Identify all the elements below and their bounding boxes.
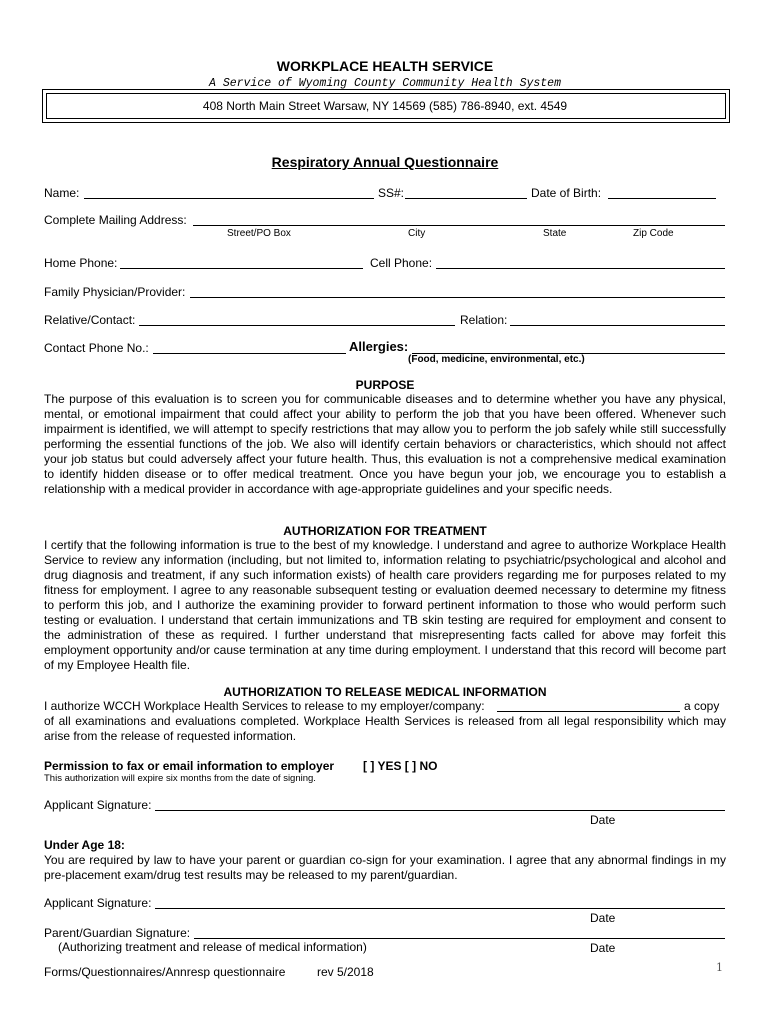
parent-signature-field[interactable] xyxy=(194,938,725,939)
allergies-hint: (Food, medicine, environmental, etc.) xyxy=(408,354,585,365)
city-caption: City xyxy=(408,228,426,239)
applicant-signature-label: Applicant Signature: xyxy=(44,798,152,812)
applicant-date-label: Date xyxy=(590,813,616,827)
name-field[interactable] xyxy=(84,198,374,199)
home-phone-field[interactable] xyxy=(120,268,363,269)
mailing-address-label: Complete Mailing Address: xyxy=(44,213,187,227)
employer-company-field[interactable] xyxy=(497,711,680,712)
allergies-label: Allergies: xyxy=(349,339,409,354)
organization-title: WORKPLACE HEALTH SERVICE xyxy=(276,58,494,74)
ssn-label: SS#: xyxy=(378,186,405,200)
organization-address: 408 North Main Street Warsaw, NY 14569 (585) 786-8940, ext. 4549 xyxy=(202,99,568,113)
release-heading: AUTHORIZATION TO RELEASE MEDICAL INFORMATION xyxy=(223,685,547,699)
permission-note: This authorization will expire six months from the date of signing. xyxy=(44,773,316,784)
state-caption: State xyxy=(543,228,567,239)
treatment-text: I certify that the following information is true to the best of my knowledge. I understand and agree to authorize Workplace Health Service to review any information (including, but not limited to, information relating to psychiatric/psychological and alcohol and drug diagnosis and treatment, if any such information exists) of health care providers regarding me for purposes related to my fitness for employment. I agree to any reasonable subsequent testing or evaluation deemed necessary to determine my fitness to perform this job, and I authorize the examining provider to forward pertinent information to those who would perform such testing or evaluation. I understand that certain immunizations and TB skin testing are required for employment and consent to the administration of these as required. I further understand that misrepresenting facts called for above may forfeit this employment opportunity and/or cause termination at any time during employment. I understand that this record will become part of my Employee Health file. xyxy=(44,538,726,672)
under18-heading: Under Age 18: xyxy=(44,838,125,852)
dob-field[interactable] xyxy=(608,198,716,199)
zip-caption: Zip Code xyxy=(633,228,674,239)
under18-text: You are required by law to have your parent or guardian co-sign for your examination. I agree that any abnormal findings in my pre-placement exam/drug test results may be released to my parent/guardian. xyxy=(44,853,726,882)
footer-path: Forms/Questionnaires/Annresp questionnaire xyxy=(44,965,286,979)
relative-field[interactable] xyxy=(139,325,455,326)
physician-field[interactable] xyxy=(190,297,725,298)
applicant-date-label-2: Date xyxy=(590,911,616,925)
form-title: Respiratory Annual Questionnaire xyxy=(271,154,499,170)
parent-date-label: Date xyxy=(590,941,616,955)
contact-phone-label: Contact Phone No.: xyxy=(44,341,149,355)
relation-label: Relation: xyxy=(460,313,508,327)
parent-signature-note: (Authorizing treatment and release of medical information) xyxy=(58,940,367,954)
name-label: Name: xyxy=(44,186,80,200)
cell-phone-label: Cell Phone: xyxy=(370,256,433,270)
treatment-heading: AUTHORIZATION FOR TREATMENT xyxy=(283,524,487,538)
cell-phone-field[interactable] xyxy=(436,268,725,269)
applicant-signature-field[interactable] xyxy=(155,810,725,811)
dob-label: Date of Birth: xyxy=(531,186,602,200)
organization-subtitle: A Service of Wyoming County Community Health System xyxy=(209,77,561,90)
contact-phone-field[interactable] xyxy=(153,353,346,354)
yes-no-checkboxes[interactable]: [ ] YES [ ] NO xyxy=(363,759,438,773)
purpose-heading: PURPOSE xyxy=(355,378,415,392)
street-caption: Street/PO Box xyxy=(227,228,291,239)
relative-label: Relative/Contact: xyxy=(44,313,136,327)
relation-field[interactable] xyxy=(510,325,725,326)
purpose-text: The purpose of this evaluation is to screen you for communicable diseases and to determine whether you have any physical, mental, or emotional impairment that could affect your ability to perform the job that you have been offered. Whenever such impairment is identified, we will attempt to specify restrictions that may allow you to perform the job safely while still successfully performing the essential functions of the job. We also will identify certain behaviors or characteristics, which should not affect your job status but could adversely affect your future health. Thus, this evaluation is not a comprehensive medical examination to identify hidden disease or to offer medical treatment. Once you have begun your job, we encourage you to establish a relationship with a medical provider in accordance with age-appropriate guidelines and your specific needs. xyxy=(44,392,726,496)
release-text-rest: of all examinations and evaluations completed. Workplace Health Services is released from all legal responsibility which may arise from the release of requested information. xyxy=(44,714,726,743)
page-number: 1 xyxy=(716,961,723,974)
release-text-copy: a copy xyxy=(684,699,720,713)
home-phone-label: Home Phone: xyxy=(44,256,118,270)
release-text-start: I authorize WCCH Workplace Health Services to release to my employer/company: xyxy=(44,699,485,713)
permission-label: Permission to fax or email information to employer xyxy=(44,759,335,773)
applicant-signature-label-2: Applicant Signature: xyxy=(44,896,152,910)
mailing-address-field[interactable] xyxy=(193,225,725,226)
physician-label: Family Physician/Provider: xyxy=(44,285,186,299)
parent-signature-label: Parent/Guardian Signature: xyxy=(44,926,191,940)
footer-revision: rev 5/2018 xyxy=(317,965,374,979)
applicant-signature-field-2[interactable] xyxy=(155,908,725,909)
ssn-field[interactable] xyxy=(405,198,527,199)
